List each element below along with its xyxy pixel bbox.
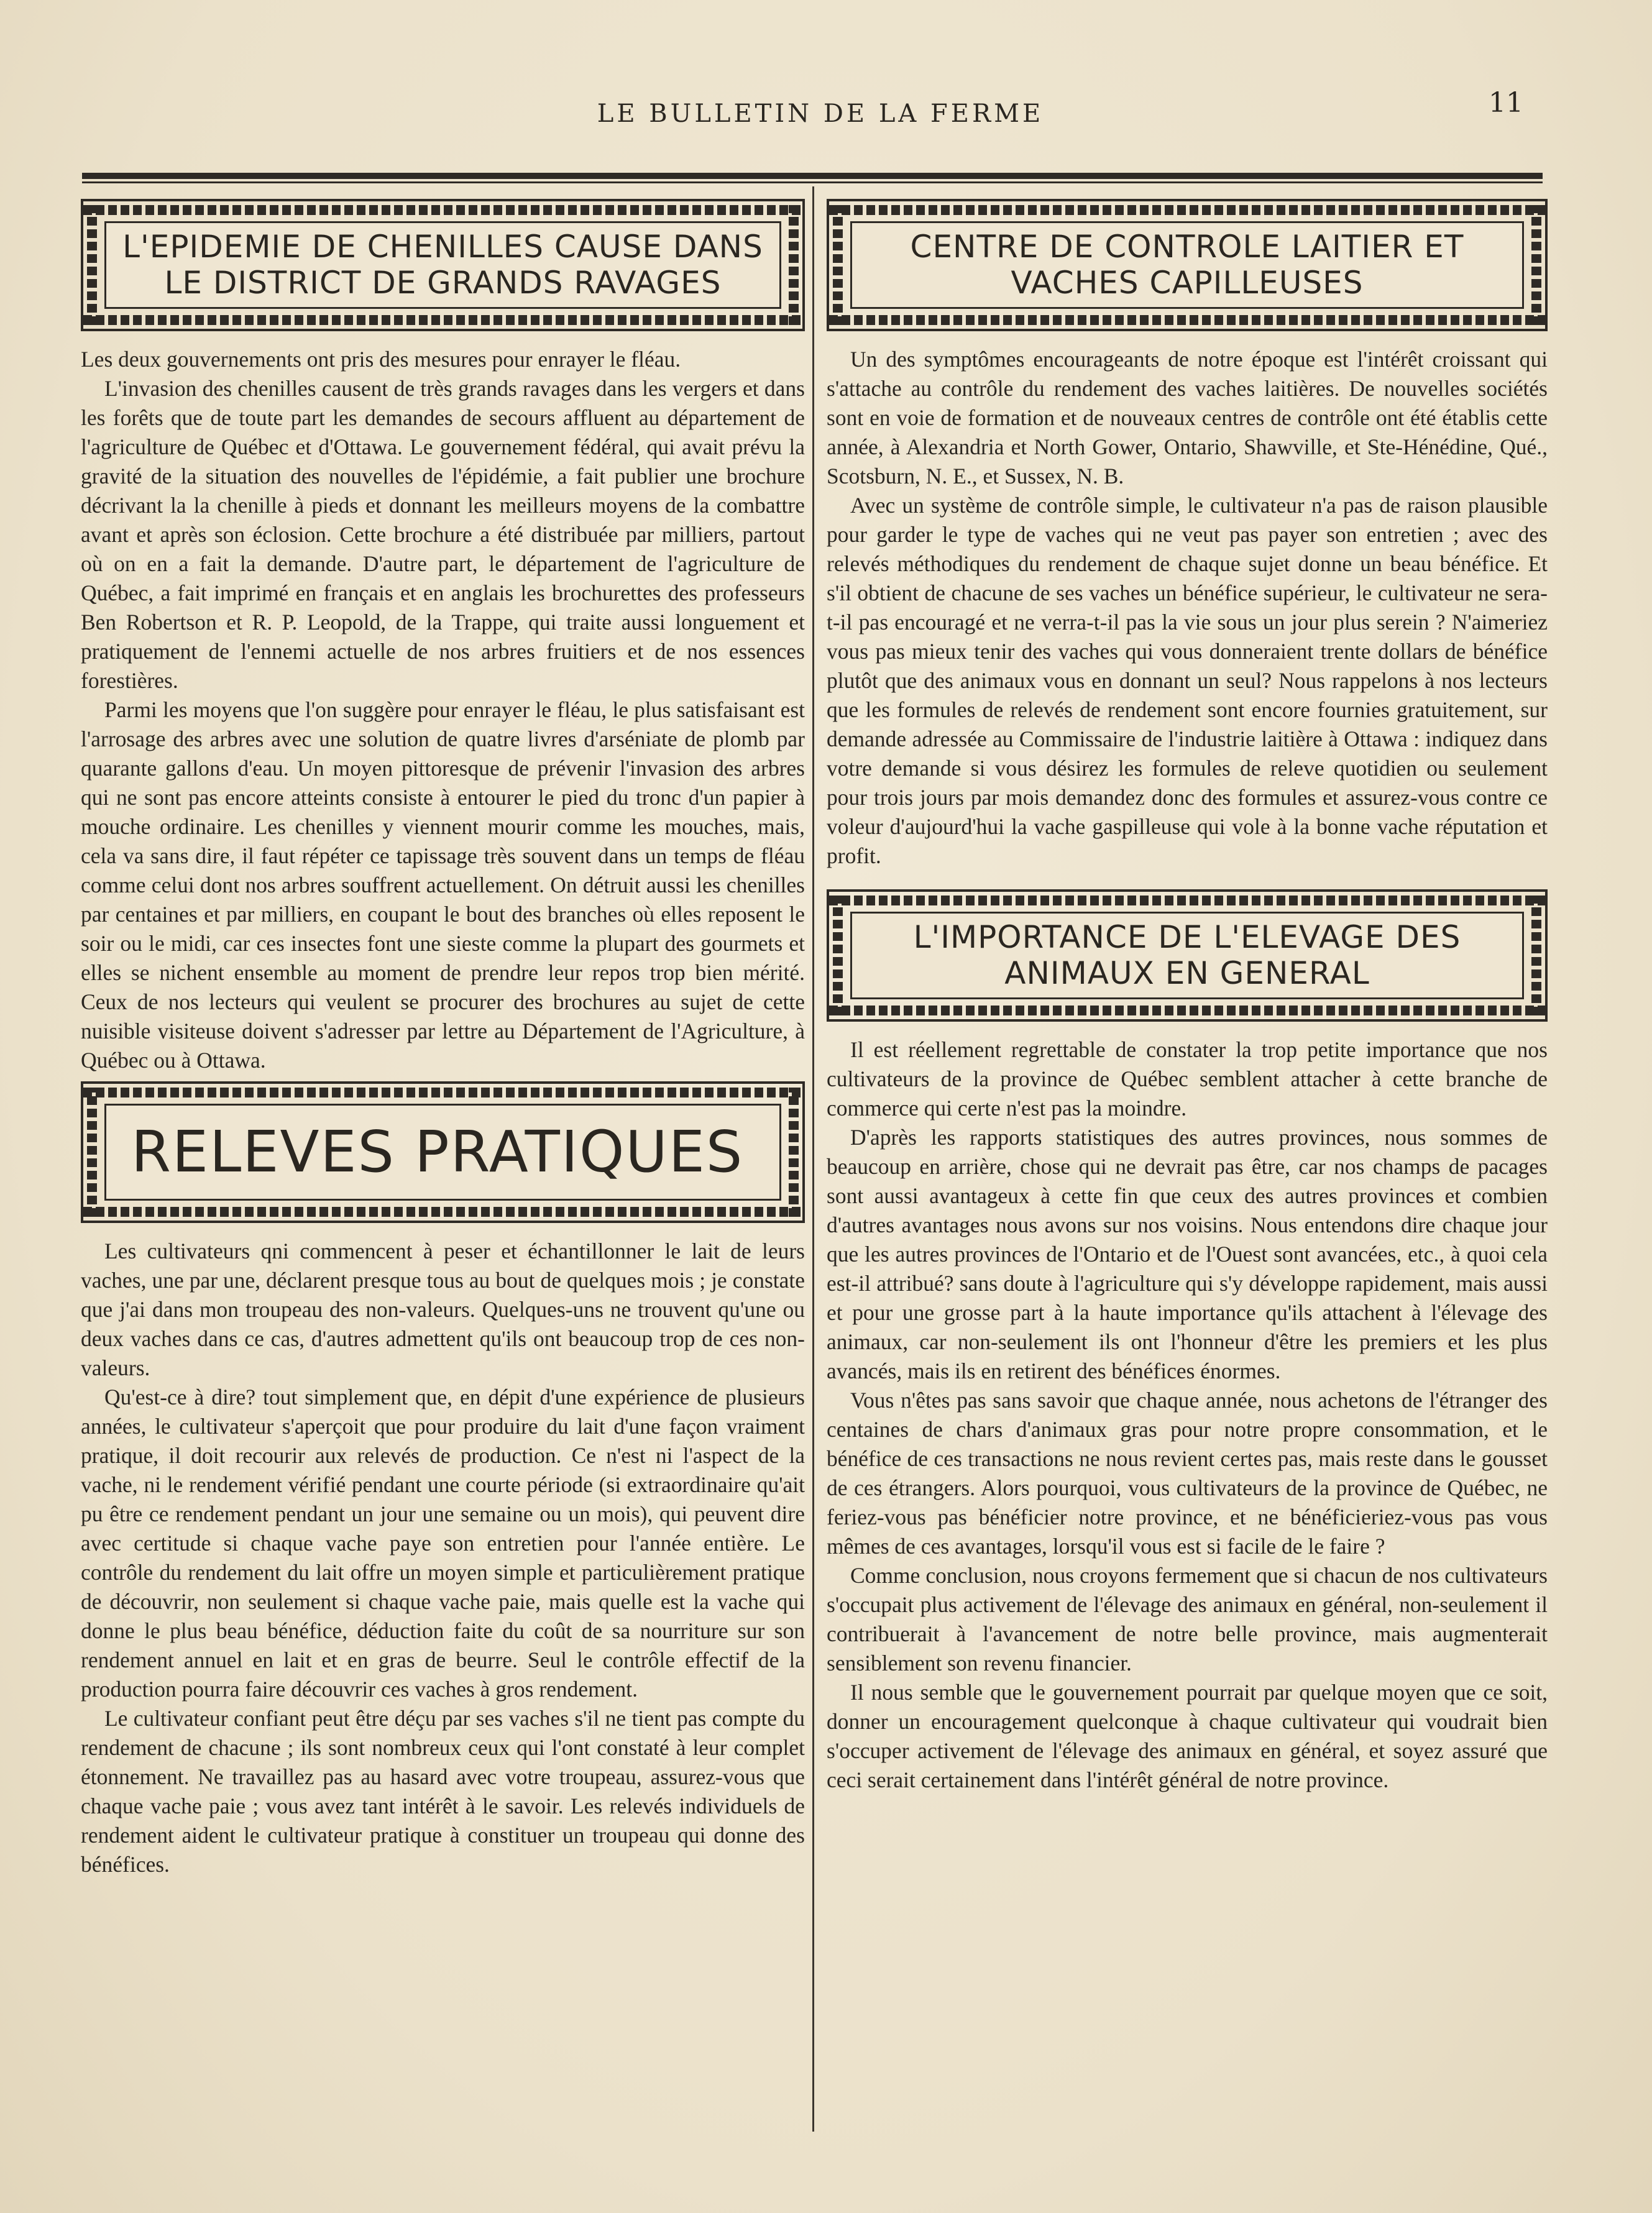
page-number: 11 (1489, 87, 1523, 119)
greek-key-border (1531, 205, 1541, 325)
article-paragraph: Un des symptômes encourageants de notre époque est l'intérêt croissant qui s'attache au contrôle du rendement des vaches laitières. De nouvelles sociétés sont en voie de formation et de nouveaux centres de contrôle ont été établis cette année, à Alexandria et North Gower, Ontario, Shawville, et Ste-Hénédine, Qué., Scotsburn, N. E., et Sussex, N. B. (827, 347, 1548, 488)
article-importance-elevage (827, 889, 1548, 1795)
greek-key-border (87, 1088, 97, 1217)
right-column (827, 199, 1548, 1795)
greek-key-border (789, 1088, 799, 1217)
greek-key-border (83, 315, 802, 325)
column-rule (812, 186, 814, 2132)
header-rule-thin (82, 181, 1543, 183)
article-paragraph: Il est réellement regrettable de constater la trop petite importance que nos cultivateurs de la province de Québec semblent attacher à cette branche de commerce qui certe n'est pas la moindre. (827, 1037, 1548, 1120)
article-paragraph: L'invasion des chenilles causent de très grands ravages dans les vergers et dans les forêts que de toute part les demandes de secours affluent au département de l'agriculture de Québec et d'Ottawa. Le gouvernement fédéral, qui avait prévu la gravité de la situation des nouvelles de l'épidémie, a fait publier une brochure décrivant la la chenille à pieds et donnant les meilleurs moyens de la combattre avant et après son éclosion. Cette brochure a été distribuée par milliers, partout où on en a fait la demande. D'autre part, le département de l'agriculture de Québec, a fait imprimé en français et en anglais les brochurettes des professeurs Ben Robertson et R. P. Leopold, de la Trappe, qui traite aussi longuement et pratiquement de l'ennemi actuelle de nos arbres fruitiers et de nos essences forestières. (81, 376, 805, 693)
article-paragraph: Parmi les moyens que l'on suggère pour enrayer le fléau, le plus satisfaisant est l'arrosage des arbres avec une solution de quatre livres d'arséniate de plomb par quarante gallons d'eau. Un moyen pittoresque de prévenir l'invasion des arbres qui ne sont pas encore atteints consiste à entourer le pied du tronc d'un papier à mouche ordinaire. Les chenilles y viennent mourir comme les mouches, mais, cela va sans dire, il faut répéter ce tapissage très souvent dans un temps de fléau comme celui dont nos arbres souffrent actuellement. On détruit aussi les chenilles par centaines et par milliers, en coupant le bout des branches où elles reposent le soir ou le midi, car ces insectes font une sieste comme la plupart des gourmets et elles se nichent ensemble au moment de prendre leur repos trop bien mérité. Ceux de nos lecteurs qui veulent se procurer des brochures au sujet de cette nuisible visiteuse doivent s'adresser par lettre au Département de l'Agriculture, à Québec ou à Ottawa. (81, 697, 805, 1073)
article-headline: L'EPIDEMIE DE CHENILLES CAUSE DANS LE DISTRICT DE GRANDS RAVAGES (104, 221, 781, 309)
greek-key-border (829, 1006, 1545, 1015)
running-head: LE BULLETIN DE LA FERME (597, 99, 1044, 128)
greek-key-border (83, 1207, 802, 1217)
greek-key-border (1531, 896, 1541, 1015)
article-headline: L'IMPORTANCE DE L'ELEVAGE DES ANIMAUX EN GENERAL (850, 912, 1524, 999)
article-paragraph: Les cultivateurs qni commencent à peser et échantillonner le lait de leurs vaches, une par une, déclarent presque tous au bout de quelques mois ; je constate que j'ai dans mon troupeau des non-valeurs. Quelques-uns ne trouvent qu'une ou deux vaches dans ce cas, d'autres admettent qu'ils ont beaucoup trop de ces non-valeurs. (81, 1238, 805, 1380)
greek-key-border (833, 896, 843, 1015)
article-paragraph: Qu'est-ce à dire? tout simplement que, en dépit d'une expérience de plusieurs années, le cultivateur s'aperçoit que pour produire du lait d'une façon vraiment pratique, il doit recourir aux relevés de production. Ce n'est ni l'aspect de la vache, ni le rendement vérifié pendant une courte période (si extraordinaire qu'ait pu être ce rendement pendant un jour une semaine ou un mois), qui peuvent dire avec certitude si chaque vache paye son entretien pour l'année entière. Le contrôle du rendement du lait offre un moyen simple et particulièrement pratique de découvrir, non seulement si chaque vache paie, mais quelle est la vache qui donne le plus beau bénéfice, déduction faite du coût de sa nourriture sur son rendement annuel en lait et en gras de beurre. Seul le contrôle effectif de la production pourra faire découvrir ces vaches à gros rendement. (81, 1384, 805, 1702)
greek-key-border (87, 205, 97, 325)
greek-key-border (83, 1088, 802, 1097)
headline-frame (81, 1081, 805, 1223)
headline-frame (827, 199, 1548, 331)
greek-key-border (833, 205, 843, 325)
article-paragraph: Il nous semble que le gouvernement pourrait par quelque moyen que ce soit, donner un encouragement quelconque à chaque cultivateur qui voudrait bien s'occuper activement de l'élevage des animaux en général, et soyez assuré que ceci serait certainement dans l'intérêt général de notre province. (827, 1680, 1548, 1792)
article-releves-pratiques (81, 1081, 805, 1879)
article-paragraph: Les deux gouvernements ont pris des mesures pour enrayer le fléau. (81, 347, 681, 372)
greek-key-border (829, 205, 1545, 215)
article-centre-controle (827, 199, 1548, 871)
left-column (81, 199, 805, 1879)
greek-key-border (829, 315, 1545, 325)
article-headline: RELEVES PRATIQUES (104, 1104, 781, 1201)
greek-key-border (83, 205, 802, 215)
article-paragraph: Comme conclusion, nous croyons fermement que si chacun de nos cultivateurs s'occupait plus activement de l'élevage des animaux en général, non-seulement il contribuerait à l'avancement de notre belle province, mais augmenterait sensiblement son revenu financier. (827, 1563, 1548, 1675)
article-paragraph: Le cultivateur confiant peut être déçu par ses vaches s'il ne tient pas compte du rendement de chacune ; ils sont nombreux ceux qui l'ont constaté à leur complet étonnement. Ne travaillez pas au hasard avec votre troupeau, assurez-vous que chaque vache paie ; vous avez tant intérêt à le savoir. Les relevés individuels de rendement aident le cultivateur pratique à constituer un troupeau qui donne des bénéfices. (81, 1705, 805, 1877)
article-paragraph: Vous n'êtes pas sans savoir que chaque année, nous achetons de l'étranger des centaines de chars d'animaux gras pour notre propre consommation, et le bénéfice de ces transactions ne nous revient certes pas, mais reste dans le gousset de ces étrangers. Alors pourquoi, vous cultivateurs de la province de Québec, ne feriez-vous pas bénéficier notre province, et ne bénéficieriez-vous pas vous mêmes de ces avantages, lorsqu'il vous est si facile de le faire ? (827, 1388, 1548, 1559)
greek-key-border (789, 205, 799, 325)
greek-key-border (829, 896, 1545, 905)
article-epidemie-chenilles (81, 199, 805, 1075)
article-paragraph: Avec un système de contrôle simple, le cultivateur n'a pas de raison plausible pour garder le type de vaches qui ne veut pas payer son entretien ; avec des relevés méthodiques du rendement de chaque sujet donne un beau bénéfice. Et s'il obtient de chacune de ses vaches un bénéfice supérieur, le cultivateur ne sera-t-il pas encouragé et ne verra-t-il pas la vie sous un jour plus serein ? N'aimeriez vous pas mieux tenir des vaches qui vous donneraient trente dollars de bénéfice plutôt que des animaux vous en donnant un seul? Nous rappelons à nos lecteurs que les formules de relevés de rendement sont encore fournies gratuitement, sur demande adressée au Commissaire de l'industrie laitière à Ottawa : indiquez dans votre demande si vous désirez les formules de releve quotidien ou seulement pour trois jours par mois demandez donc des formules et assurez-vous contre ce voleur d'aujourd'hui la vache gaspilleuse qui vole à la bonne vache réputation et profit. (827, 493, 1548, 868)
article-paragraph: D'après les rapports statistiques des autres provinces, nous sommes de beaucoup en arrière, chose qui ne devrait pas être, car nos champs de pacages sont aussi avantageux à cette fin que ceux des autres provinces et combien d'autres avantages nous avons sur nos voisins. Nous entendons dire chaque jour que les autres provinces de l'Ontario et de l'Ouest sont avancées, etc., à quoi cela est-il attribué? sans doute à l'agriculture qui s'y développe rapidement, mais aussi et pour une grosse part à la haute importance qu'ils attachent à l'élevage des animaux, car non-seulement ils ont l'honneur d'être les premiers et les plus avancés, mais ils en retirent des bénéfices énormes. (827, 1125, 1548, 1383)
headline-frame (81, 199, 805, 331)
header-rule (82, 173, 1543, 179)
article-headline: CENTRE DE CONTROLE LAITIER ET VACHES CAPILLEUSES (850, 221, 1524, 309)
headline-frame (827, 889, 1548, 1022)
